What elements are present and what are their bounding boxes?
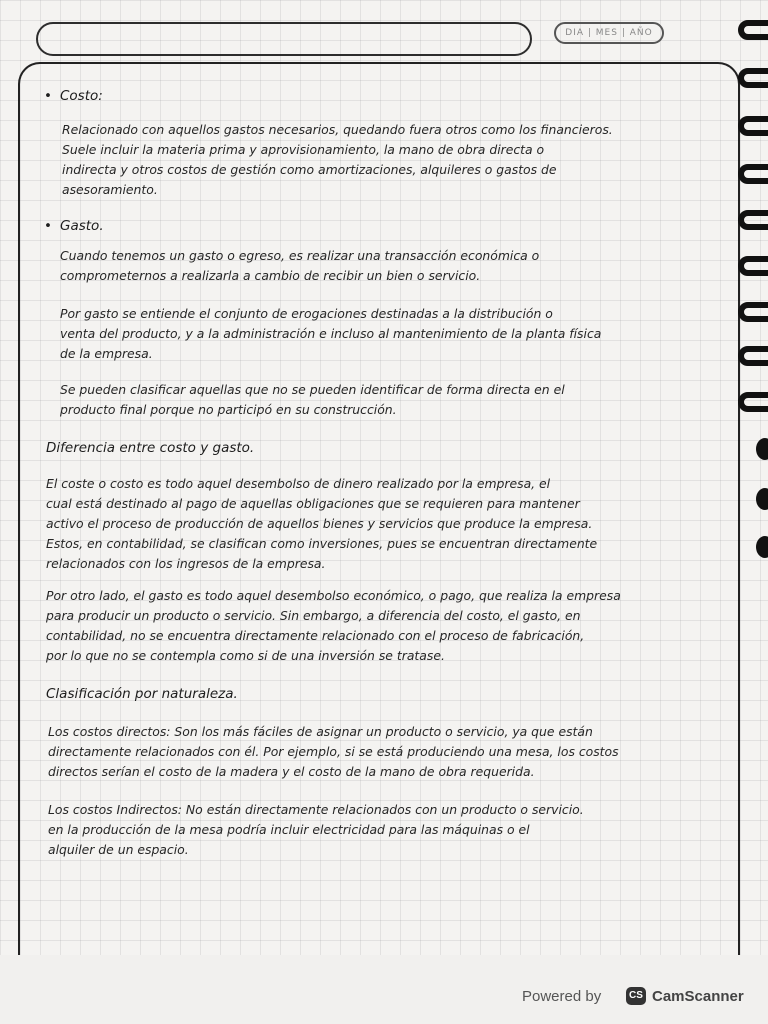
binding-hole	[756, 488, 768, 510]
costo-line: asesoramiento.	[62, 182, 158, 197]
camscanner-icon: CS	[626, 987, 646, 1005]
gasto-line: comprometernos a realizarla a cambio de recibir un bien o servicio.	[60, 268, 481, 283]
powered-by-label: Powered by	[522, 988, 602, 1005]
diferencia-line: cual está destinado al pago de aquellas obligaciones que se requieren para mantener	[46, 496, 580, 511]
diferencia-line: Estos, en contabilidad, se clasifican como inversiones, pues se encuentran directamente	[46, 536, 598, 551]
camscanner-brand: CamScanner	[652, 988, 744, 1005]
date-box: DIA | MES | AÑO	[554, 22, 664, 44]
spiral-ring	[738, 346, 768, 366]
directos-line: directamente relacionados con él. Por ejemplo, si se está produciendo una mesa, los costos	[48, 744, 619, 759]
clasificacion-heading: Clasificación por naturaleza.	[46, 686, 238, 702]
spiral-ring	[738, 68, 768, 88]
gasto-line: Se pueden clasificar aquellas que no se pueden identificar de forma directa en el	[60, 382, 565, 397]
diferencia-line: contabilidad, no se encuentra directamente relacionado con el proceso de fabricación,	[46, 628, 585, 643]
spiral-ring	[738, 116, 768, 136]
directos-line: directos serían el costo de la madera y el costo de la mano de obra requerida.	[48, 764, 535, 779]
diferencia-line: por lo que no se contempla como si de una inversión se tratase.	[46, 648, 445, 663]
spiral-binding	[728, 10, 768, 570]
costo-line: Suele incluir la materia prima y aprovisionamiento, la mano de obra directa o	[62, 142, 545, 157]
diferencia-line: El coste o costo es todo aquel desembolso de dinero realizado por la empresa, el	[46, 476, 551, 491]
indirectos-line: alquiler de un espacio.	[48, 842, 189, 857]
diferencia-line: para producir un producto o servicio. Sin embargo, a diferencia del costo, el gasto, en	[46, 608, 581, 623]
binding-hole	[756, 536, 768, 558]
diferencia-line: activo el proceso de producción de aquellos bienes y servicios que produce la empresa.	[46, 516, 593, 531]
spiral-ring	[738, 392, 768, 412]
gasto-line: Por gasto se entiende el conjunto de erogaciones destinadas a la distribución o	[60, 306, 553, 321]
gasto-line: producto final porque no participó en su construcción.	[60, 402, 397, 417]
diferencia-heading: Diferencia entre costo y gasto.	[46, 440, 255, 456]
indirectos-line: Los costos Indirectos: No están directamente relacionados con un producto o servicio.	[48, 802, 584, 817]
spiral-ring	[738, 302, 768, 322]
binding-hole	[756, 438, 768, 460]
diferencia-line: relacionados con los ingresos de la empresa.	[46, 556, 326, 571]
diferencia-line: Por otro lado, el gasto es todo aquel desembolso económico, o pago, que realiza la empresa	[46, 588, 621, 603]
gasto-line: venta del producto, y a la administración e incluso al mantenimiento de la planta física	[60, 326, 602, 341]
spiral-ring	[738, 210, 768, 230]
costo-line: Relacionado con aquellos gastos necesarios, quedando fuera otros como los financieros.	[62, 122, 613, 137]
gasto-line: de la empresa.	[60, 346, 153, 361]
costo-heading: • Costo:	[44, 88, 103, 104]
spiral-ring	[738, 20, 768, 40]
gasto-line: Cuando tenemos un gasto o egreso, es realizar una transacción económica o	[60, 248, 540, 263]
costo-line: indirecta y otros costos de gestión como amortizaciones, alquileres o gastos de	[62, 162, 557, 177]
indirectos-line: en la producción de la mesa podría incluir electricidad para las máquinas o el	[48, 822, 530, 837]
title-bar	[36, 22, 532, 56]
spiral-ring	[738, 256, 768, 276]
gasto-heading: • Gasto.	[44, 218, 104, 234]
spiral-ring	[738, 164, 768, 184]
directos-line: Los costos directos: Son los más fáciles de asignar un producto o servicio, ya que están	[48, 724, 593, 739]
